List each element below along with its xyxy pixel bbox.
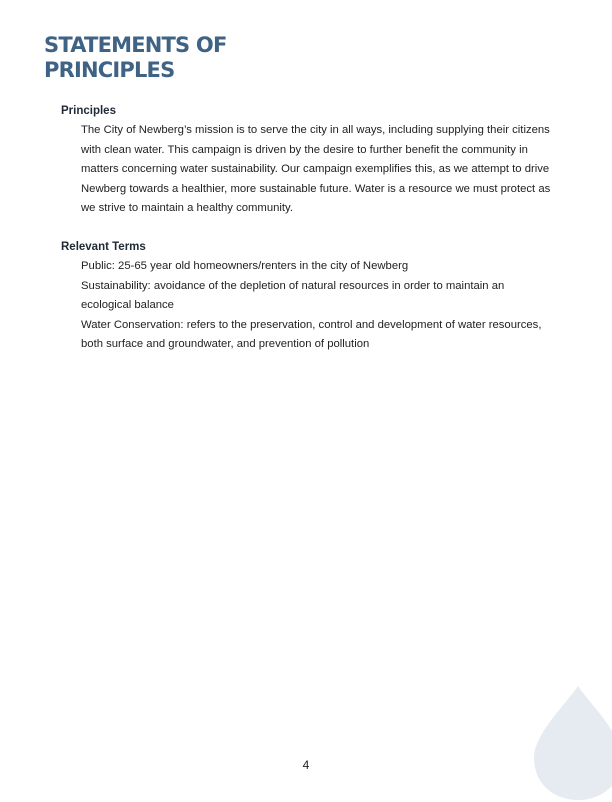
principles-section	[61, 103, 551, 219]
water-drop-icon	[528, 682, 612, 802]
relevant-terms-list	[81, 257, 551, 355]
relevant-terms-section	[61, 239, 551, 355]
principles-heading: Principles	[61, 105, 116, 117]
page-number: 4	[302, 758, 310, 772]
term-sustainability: Sustainability: avoidance of the depletion of natural resources in order to maintain an ecological balance	[81, 279, 505, 311]
term-public: Public: 25-65 year old homeowners/renters in the city of Newberg	[81, 260, 409, 272]
page-title: STATEMENTS OF PRINCIPLES	[44, 33, 227, 82]
term-water-conservation: Water Conservation: refers to the preservation, control and development of water resources, both surface and groundwater, and prevention of pollution	[81, 318, 542, 350]
principles-body: The City of Newberg’s mission is to serve the city in all ways, including supplying their citizens with clean water. This campaign is driven by the desire to further benefit the community in matters concerning water sustainability. Our campaign exemplifies this, as we attempt to drive Newberg towards a healthier, more sustainable future. Water is a resource we must protect as we strive to maintain a healthy community.	[81, 124, 551, 214]
relevant-terms-heading: Relevant Terms	[61, 241, 146, 253]
water-drop-shape	[534, 686, 612, 800]
